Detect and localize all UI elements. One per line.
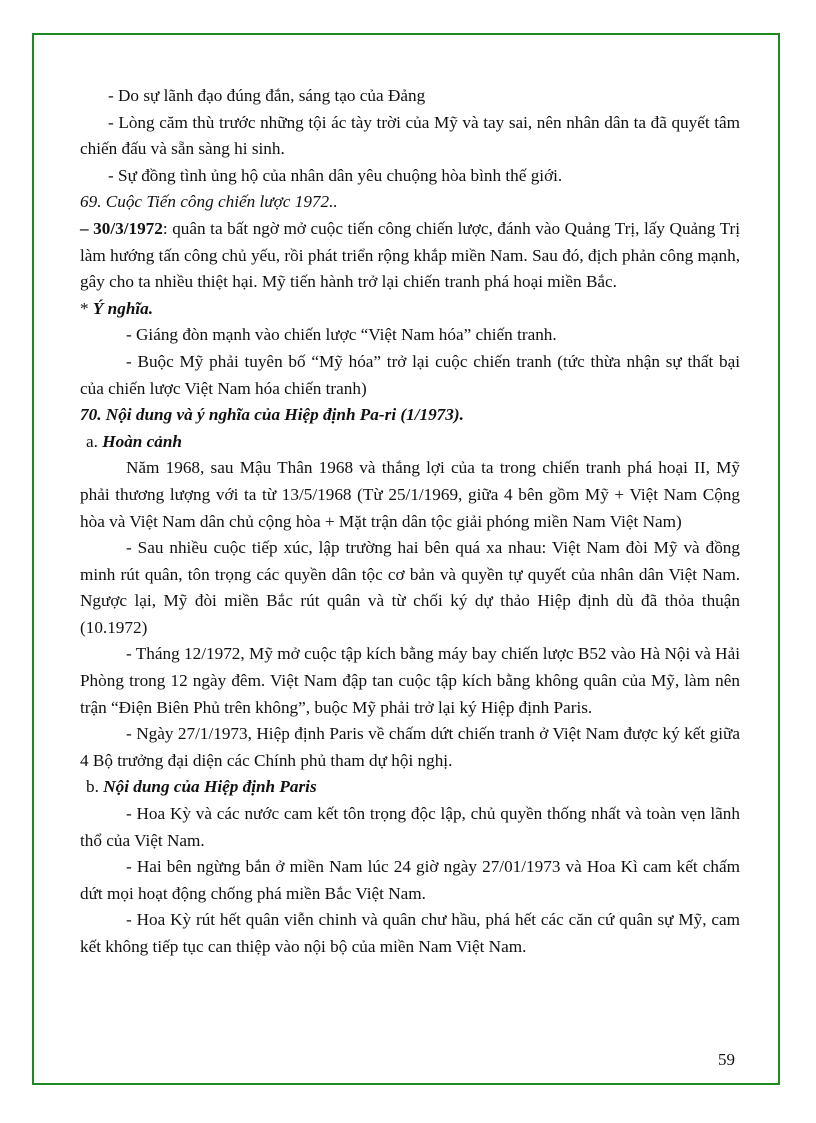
paragraph: - Hoa Kỳ rút hết quân viễn chinh và quân chư hầu, phá hết các căn cứ quân sự Mỹ, cam kết không tiếp tục can thiệp vào nội bộ của miền Nam Việt Nam. <box>80 910 740 956</box>
document-body <box>80 83 740 961</box>
subheading-label: b. <box>86 777 104 797</box>
subheading-a <box>80 429 740 456</box>
paragraph: - Sự đồng tình ủng hộ của nhân dân yêu chuộng hòa bình thế giới. <box>108 165 563 185</box>
significance-heading <box>80 296 740 323</box>
paragraph: - Lòng căm thù trước những tội ác tày trời của Mỹ và tay sai, nên nhân dân ta đã quyết tâm chiến đấu và sẵn sàng hi sinh. <box>80 112 740 159</box>
paragraph: - Do sự lãnh đạo đúng đắn, sáng tạo của Đảng <box>108 86 426 105</box>
subheading-title: Nội dung của Hiệp định Paris <box>103 777 317 797</box>
paragraph: Năm 1968, sau Mậu Thân 1968 và thắng lợi của ta trong chiến tranh phá hoại II, Mỹ phải thương lượng với ta từ 13/5/1968 (Từ 25/1/1969, giữa 4 bên gồm Mỹ + Việt Nam Cộng hòa và Việt Nam dân chủ cộng hòa + Mặt trận dân tộc giải phóng miền Nam Việt Nam) <box>80 458 740 531</box>
paragraph: - Buộc Mỹ phải tuyên bố “Mỹ hóa” trở lại cuộc chiến tranh (tức thừa nhận sự thất bại của chiến lược Việt Nam hóa chiến tranh) <box>80 351 740 398</box>
page-number: 59 <box>718 1050 735 1069</box>
bullet-star: * <box>80 298 93 318</box>
section-heading-70: 70. Nội dung và ý nghĩa của Hiệp định Pa-ri (1/1973). <box>80 405 464 425</box>
paragraph: - Ngày 27/1/1973, Hiệp định Paris về chấm dứt chiến tranh ở Việt Nam được ký kết giữa 4 Bộ trưởng đại diện các Chính phủ tham dự hội nghị. <box>80 724 740 770</box>
paragraph: - Tháng 12/1972, Mỹ mở cuộc tập kích bằng máy bay chiến lược B52 vào Hà Nội và Hải Phòng trong 12 ngày đêm. Việt Nam đập tan cuộc tập kích bằng không quân của Mỹ, làm nên trận “Điện Biên Phủ trên không”, buộc Mỹ phải trở lại ký Hiệp định Paris. <box>80 644 740 717</box>
subheading-label: a. <box>86 431 103 451</box>
paragraph <box>80 216 740 296</box>
subheading-b <box>80 774 740 801</box>
section-heading-69: 69. Cuộc Tiến công chiến lược 1972.. <box>80 192 338 212</box>
paragraph: - Giáng đòn mạnh vào chiến lược “Việt Nam hóa” chiến tranh. <box>126 325 557 345</box>
subheading-title: Hoàn cảnh <box>102 431 182 451</box>
paragraph-text: : quân ta bất ngờ mở cuộc tiến công chiến lược, đánh vào Quảng Trị, lấy Quảng Trị làm hướng tấn công chủ yếu, rồi phát triển rộng khắp miền Nam. Sau đó, địch phản công mạnh, gây cho ta nhiều thiệt hại. Mỹ tiến hành trở lại chiến tranh phá hoại miền Bắc. <box>80 218 740 292</box>
paragraph: - Sau nhiều cuộc tiếp xúc, lập trường hai bên quá xa nhau: Việt Nam đòi Mỹ và đồng minh rút quân, tôn trọng các quyền dân tộc cơ bản và quyền tự quyết của nhân dân Việt Nam. Ngược lại, Mỹ đòi miền Bắc rút quân và từ chối ký dự thảo Hiệp định dù đã thỏa thuận (10.1972) <box>80 538 740 637</box>
paragraph: - Hai bên ngừng bắn ở miền Nam lúc 24 giờ ngày 27/01/1973 và Hoa Kì cam kết chấm dứt mọi hoạt động chống phá miền Bắc Việt Nam. <box>80 857 740 903</box>
date-label: – 30/3/1972 <box>80 218 163 238</box>
significance-title: Ý nghĩa. <box>92 298 154 318</box>
paragraph: - Hoa Kỳ và các nước cam kết tôn trọng độc lập, chủ quyền thống nhất và toàn vẹn lãnh thổ của Việt Nam. <box>80 804 740 850</box>
